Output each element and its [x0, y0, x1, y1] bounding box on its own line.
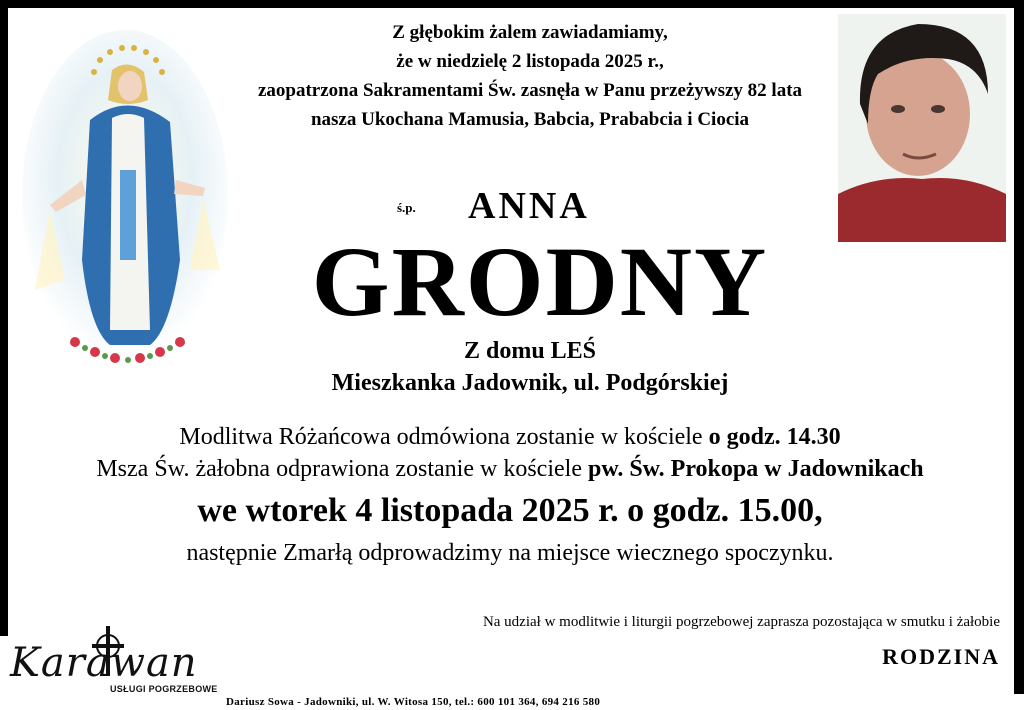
- burial-line: następnie Zmarłą odprowadzimy na miejsce wiecznego spoczynku.: [186, 540, 834, 566]
- invitation-text: Na udział w modlitwie i liturgii pogrzebowej zaprasza pozostająca w smutku i żałobie: [482, 614, 1000, 630]
- logo-subtitle: USŁUGI POGRZEBOWE: [110, 684, 218, 694]
- first-name: ANNA: [468, 185, 590, 227]
- rosary-time: o godz. 14.30: [708, 424, 841, 450]
- surname: GRODNY: [311, 226, 769, 337]
- mass-line: [20, 456, 1000, 483]
- rosary-text: Modlitwa Różańcowa odmówiona zostanie w kościele: [179, 424, 709, 450]
- funeral-date: we wtorek 4 listopada 2025 r. o godz. 15.00,: [197, 492, 823, 529]
- footer-contact: Dariusz Sowa - Jadowniki, ul. W. Witosa 150, tel.: 600 101 364, 694 216 580: [226, 696, 601, 708]
- intro-line-1: Z głębokim żalem zawiadamiamy,: [392, 22, 668, 43]
- sp-prefix: ś.p.: [397, 200, 416, 215]
- intro-line-2: że w niedzielę 2 listopada 2025 r.,: [396, 51, 664, 72]
- intro-line-4: nasza Ukochana Mamusia, Babcia, Prababcia i Ciocia: [310, 109, 750, 130]
- virgin-mary-image: [20, 30, 230, 370]
- logo-name: Karawan: [10, 640, 198, 686]
- residence: Mieszkanka Jadownik, ul. Podgórskiej: [331, 370, 729, 396]
- family-signature: RODZINA: [882, 644, 1000, 669]
- mass-church: pw. Św. Prokopa w Jadownikach: [587, 456, 924, 482]
- mass-text: Msza Św. żałobna odprawiona zostanie w kościele: [96, 456, 588, 482]
- rosary-line: [20, 424, 1000, 451]
- deceased-portrait: [838, 14, 1006, 242]
- intro-line-3: zaopatrzona Sakramentami Św. zasnęła w Panu przeżywszy 82 lata: [257, 80, 803, 101]
- intro-text: [210, 18, 850, 134]
- maiden-name: Z domu LEŚ: [463, 338, 597, 364]
